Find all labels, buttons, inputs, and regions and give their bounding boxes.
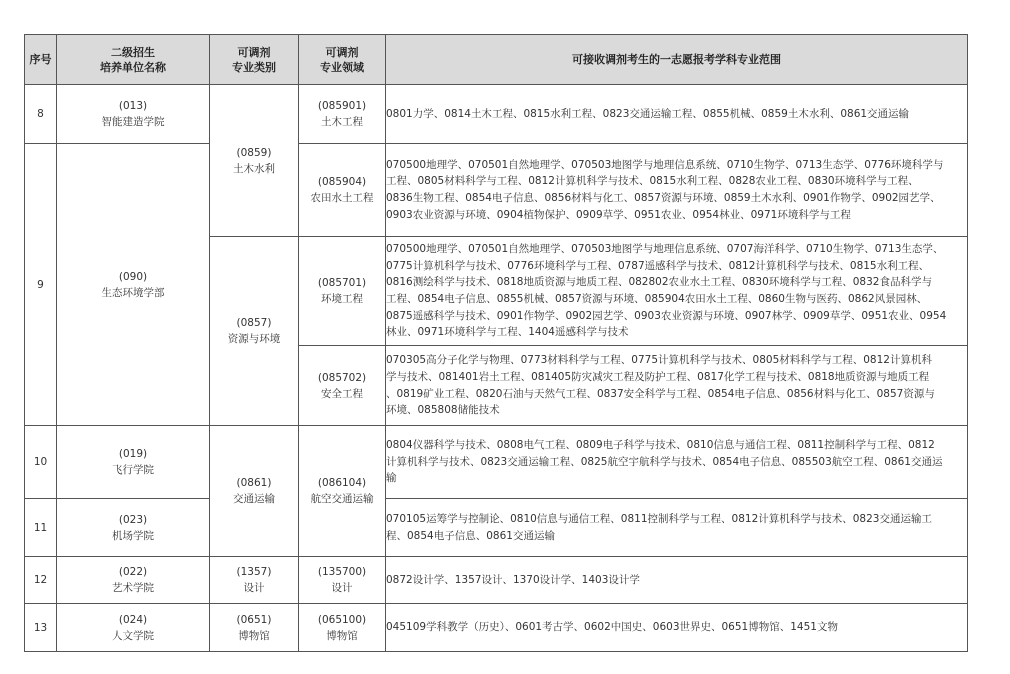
header-unit-line1: 二级招生 xyxy=(111,45,155,59)
field-cell xyxy=(299,85,386,144)
scope-line: 070500地理学、070501自然地理学、070503地图学与地理信息系统、0710生物学、0713生态学、0776环境科学与 xyxy=(386,158,944,171)
category-cell xyxy=(210,557,299,604)
unit-name: 人文学院 xyxy=(112,629,154,642)
header-seq: 序号 xyxy=(25,35,57,85)
scope-cell xyxy=(386,144,968,237)
header-field-line2: 专业领域 xyxy=(320,60,364,74)
scope-line: 045109学科教学（历史）、0601考古学、0602中国史、0603世界史、0651博物馆、1451文物 xyxy=(386,621,838,634)
scope-line: 工程、0805材料科学与工程、0812计算机科学与技术、0815水利工程、0828农业工程、0830环境科学与工程、 xyxy=(386,175,919,188)
scope-line: 070105运筹学与控制论、0810信息与通信工程、0811控制科学与工程、0812计算机科学与技术、0823交通运输工 xyxy=(386,512,932,525)
scope-line: 0816测绘科学与技术、0818地质资源与地质工程、082802农业水土工程、0830环境科学与工程、0832食品科学与 xyxy=(386,276,932,289)
category-cell xyxy=(210,426,299,557)
category-cell xyxy=(210,604,299,652)
scope-line: 环境、085808储能技术 xyxy=(386,404,500,417)
seq-cell: 9 xyxy=(25,144,57,426)
scope-cell xyxy=(386,557,968,604)
table-row xyxy=(25,144,968,237)
category-cell xyxy=(210,85,299,237)
table-row xyxy=(25,499,968,557)
scope-line: 0872设计学、1357设计、1370设计学、1403设计学 xyxy=(386,573,640,586)
scope-line: 输 xyxy=(386,472,397,485)
scope-cell xyxy=(386,499,968,557)
field-code: (086104) xyxy=(317,477,367,489)
field-cell xyxy=(299,426,386,557)
field-code: (085904) xyxy=(317,176,367,188)
unit-cell xyxy=(57,85,210,144)
unit-code: (019) xyxy=(118,448,148,460)
seq-cell: 12 xyxy=(25,557,57,604)
category-code: (0651) xyxy=(236,613,272,626)
field-cell xyxy=(299,604,386,652)
unit-name: 艺术学院 xyxy=(112,582,154,594)
scope-line: 0903农业资源与环境、0904植物保护、0909草学、0951农业、0954林业、0971环境科学与工程 xyxy=(386,208,851,221)
scope-line: 林业、0971环境科学与工程、1404遥感科学与技术 xyxy=(386,326,629,339)
header-unit-line2: 培养单位名称 xyxy=(100,60,166,74)
table-row xyxy=(25,85,968,144)
field-name: 土木工程 xyxy=(321,116,363,128)
header-category xyxy=(210,35,299,85)
unit-cell xyxy=(57,426,210,499)
unit-code: (013) xyxy=(118,100,148,112)
header-field xyxy=(299,35,386,85)
seq-cell: 13 xyxy=(25,604,57,652)
scope-line: 0875遥感科学与技术、0901作物学、0902园艺学、0903农业资源与环境、0907林学、0909草学、0951农业、0954 xyxy=(386,309,947,322)
category-name: 交通运输 xyxy=(233,493,275,505)
scope-cell xyxy=(386,346,968,426)
category-name: 设计 xyxy=(243,582,265,594)
header-unit xyxy=(57,35,210,85)
field-name: 安全工程 xyxy=(321,387,363,400)
field-code: (135700) xyxy=(317,566,367,578)
field-name: 农田水土工程 xyxy=(310,192,374,204)
scope-line: 工程、0854电子信息、0855机械、0857资源与环境、085904农田水土工程、0860生物与医药、0862风景园林、 xyxy=(386,293,928,305)
unit-code: (090) xyxy=(118,270,148,283)
field-name: 环境工程 xyxy=(321,293,363,305)
header-field-line1: 可调剂 xyxy=(325,45,359,59)
unit-name: 飞行学院 xyxy=(112,464,154,476)
header-category-line2: 专业类别 xyxy=(232,60,276,74)
scope-line: 程、0854电子信息、0861交通运输 xyxy=(386,529,555,542)
field-cell xyxy=(299,237,386,346)
scope-line: 0804仪器科学与技术、0808电气工程、0809电子科学与技术、0810信息与通信工程、0811控制科学与工程、0812 xyxy=(386,439,935,452)
table-row xyxy=(25,426,968,499)
scope-cell xyxy=(386,85,968,144)
header-row xyxy=(25,35,968,85)
scope-cell xyxy=(386,604,968,652)
scope-line: 计算机科学与技术、0823交通运输工程、0825航空宇航科学与技术、0854电子信息、085503航空工程、0861交通运 xyxy=(386,455,943,468)
field-cell xyxy=(299,557,386,604)
category-name: 博物馆 xyxy=(238,629,270,642)
header-category-line1: 可调剂 xyxy=(237,45,271,59)
field-cell xyxy=(299,346,386,426)
field-name: 航空交通运输 xyxy=(310,493,374,505)
field-cell xyxy=(299,144,386,237)
adjustment-table xyxy=(24,34,968,652)
scope-line: 070500地理学、070501自然地理学、070503地图学与地理信息系统、0707海洋科学、0710生物学、0713生态学、 xyxy=(386,243,944,256)
category-name: 土木水利 xyxy=(233,162,275,175)
category-cell xyxy=(210,237,299,426)
unit-code: (024) xyxy=(118,613,148,626)
field-name: 设计 xyxy=(331,582,353,594)
field-code: (065100) xyxy=(317,613,367,626)
header-scope: 可接收调剂考生的一志愿报考学科专业范围 xyxy=(386,35,968,85)
unit-name: 智能建造学院 xyxy=(101,116,165,128)
category-code: (0861) xyxy=(236,477,272,489)
field-code: (085901) xyxy=(317,100,367,112)
unit-name: 机场学院 xyxy=(112,529,154,542)
seq-cell: 10 xyxy=(25,426,57,499)
category-code: (0859) xyxy=(236,146,272,159)
scope-line: 0775计算机科学与技术、0776环境科学与工程、0787遥感科学与技术、0812计算机科学与技术、0815水利工程、 xyxy=(386,259,930,272)
scope-cell xyxy=(386,426,968,499)
scope-cell xyxy=(386,237,968,346)
table-row xyxy=(25,604,968,652)
seq-cell: 11 xyxy=(25,499,57,557)
field-name: 博物馆 xyxy=(326,629,358,642)
category-name: 资源与环境 xyxy=(227,333,281,345)
category-code: (1357) xyxy=(236,566,272,578)
unit-cell xyxy=(57,557,210,604)
unit-cell xyxy=(57,144,210,426)
category-code: (0857) xyxy=(236,317,272,329)
unit-name: 生态环境学部 xyxy=(101,286,165,299)
unit-code: (023) xyxy=(118,513,148,526)
unit-cell xyxy=(57,604,210,652)
scope-line: 070305高分子化学与物理、0773材料科学与工程、0775计算机科学与技术、0805材料科学与工程、0812计算机科 xyxy=(386,354,932,367)
scope-line: 学与技术、081401岩土工程、081405防灾减灾工程及防护工程、0817化学工程与技术、0818地质资源与地质工程 xyxy=(386,370,930,383)
scope-line: 、0819矿业工程、0820石油与天然气工程、0837安全科学与工程、0854电子信息、0856材料与化工、0857资源与 xyxy=(386,387,935,400)
table-row xyxy=(25,557,968,604)
field-code: (085702) xyxy=(317,371,367,384)
scope-line: 0836生物工程、0854电子信息、0856材料与化工、0857资源与环境、0859土木水利、0901作物学、0902园艺学、 xyxy=(386,192,941,204)
unit-cell xyxy=(57,499,210,557)
scope-line: 0801力学、0814土木工程、0815水利工程、0823交通运输工程、0855机械、0859土木水利、0861交通运输 xyxy=(386,107,910,120)
unit-code: (022) xyxy=(118,566,148,578)
field-code: (085701) xyxy=(317,277,367,289)
seq-cell: 8 xyxy=(25,85,57,144)
